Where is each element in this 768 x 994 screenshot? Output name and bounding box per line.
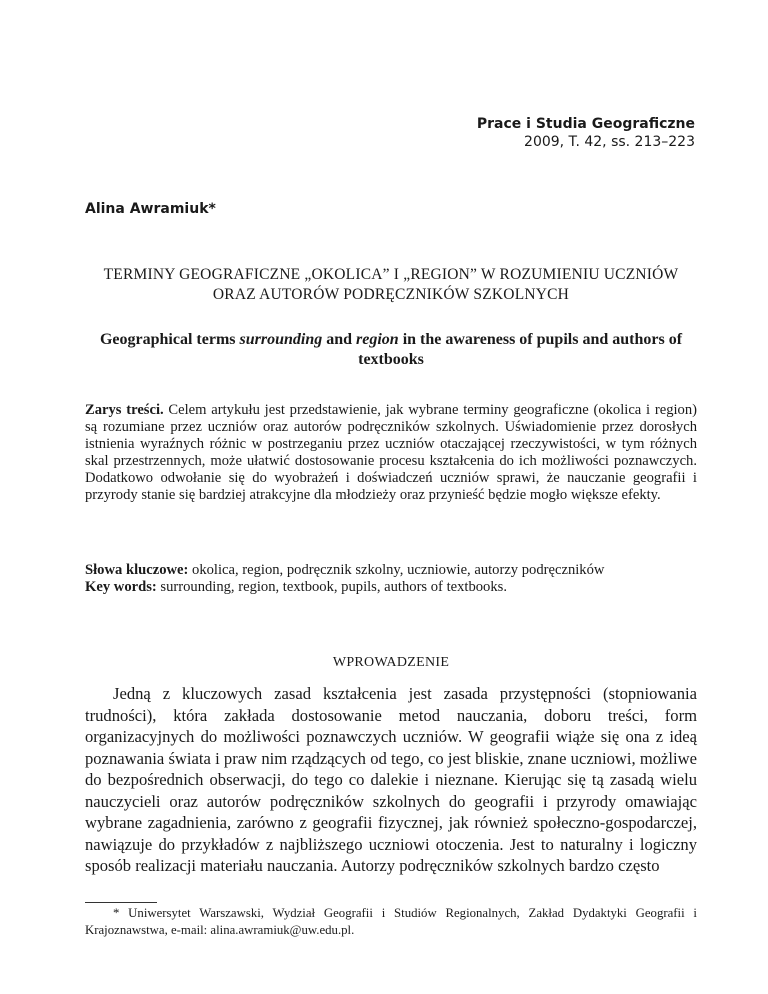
title-english-term-region: region [356,331,399,348]
journal-header [477,115,695,151]
abstract-label: Zarys treści. [85,402,164,418]
author-name: Alina Awramiuk* [85,201,216,217]
abstract [85,402,697,504]
journal-name: Prace i Studia Geograficzne [476,116,695,132]
title-english-part1: Geographical terms [99,331,240,348]
title-english-part3: in the awareness of pupils and authors of textbooks [358,331,683,368]
keywords-polish-text: okolica, region, podręcznik szkolny, uczniowie, autorzy podręczników [188,562,605,578]
abstract-text: Celem artykułu jest przedstawienie, jak wybrane terminy geograficzne (okolica i region) są rozumiane przez uczniów oraz autorów podręczników szkolnych. Uświadomienie przez dorosłych istnienia wyraźnych różnic w postrzeganiu przez uczniów otaczającej rzeczywistości, w tym różnych skal przestrzennych, może ułatwić dostosowanie procesu kształcenia do ich możliwości poznawczych. Dodatkowo odwołanie się do wyobrażeń i doświadczeń uczniów sprawi, że nauczanie geografii i przyrody stanie się bardziej atrakcyjne dla młodzieży oraz przynieść będzie mogło większe efekty. [85,402,697,503]
title-english [85,330,697,370]
keywords [85,562,697,596]
keywords-polish-label: Słowa kluczowe: [85,562,189,578]
keywords-polish [85,562,697,579]
section-heading: WPROWADZENIE [332,655,450,670]
footnote-divider [85,902,157,903]
keywords-english [85,579,697,596]
body-paragraph: Jedną z kluczowych zasad kształcenia jest zasada przystępności (stopniowania trudności), która zakłada dostosowanie metod nauczania, doboru treści, form organizacyjnych do możliwości poznawczych uczniów. W geografii wiąże się ona z ideą poznawania świata i praw nim rządzących od tego, co jest bliskie, znane uczniowi, możliwe do bezpośrednich obserwacji, do tego co dalekie i nieznane. Kierując się tą zasadą wielu nauczycieli oraz autorów podręczników szkolnych do geografii i przyrody omawiając wybrane zagadnienia, zarówno z geografii fizycznej, jak również społeczno-gospodarczej, nawiązuje do przykładów z najbliższego uczniowi otoczenia. Jest to naturalny i logiczny sposób realizacji materiału nauczania. Autorzy podręczników szkolnych bardzo często [85,684,697,875]
footnote: * Uniwersytet Warszawski, Wydział Geografii i Studiów Regionalnych, Zakład Dydaktyki Geografii i Krajoznawstwa, e-mail: alina.awramiuk@uw.edu.pl. [85,906,697,937]
title-polish: TERMINY GEOGRAFICZNE „OKOLICA” I „REGION” W ROZUMIENIU UCZNIÓW ORAZ AUTORÓW PODRĘCZNIKÓW SZKOLNYCH [103,266,679,303]
keywords-english-text: surrounding, region, textbook, pupils, authors of textbooks. [156,579,507,595]
title-english-term-surrounding: surrounding [239,331,323,348]
journal-volume: 2009, T. 42, ss. 213–223 [524,134,695,150]
title-english-part2: and [322,331,357,348]
keywords-english-label: Key words: [85,579,157,595]
